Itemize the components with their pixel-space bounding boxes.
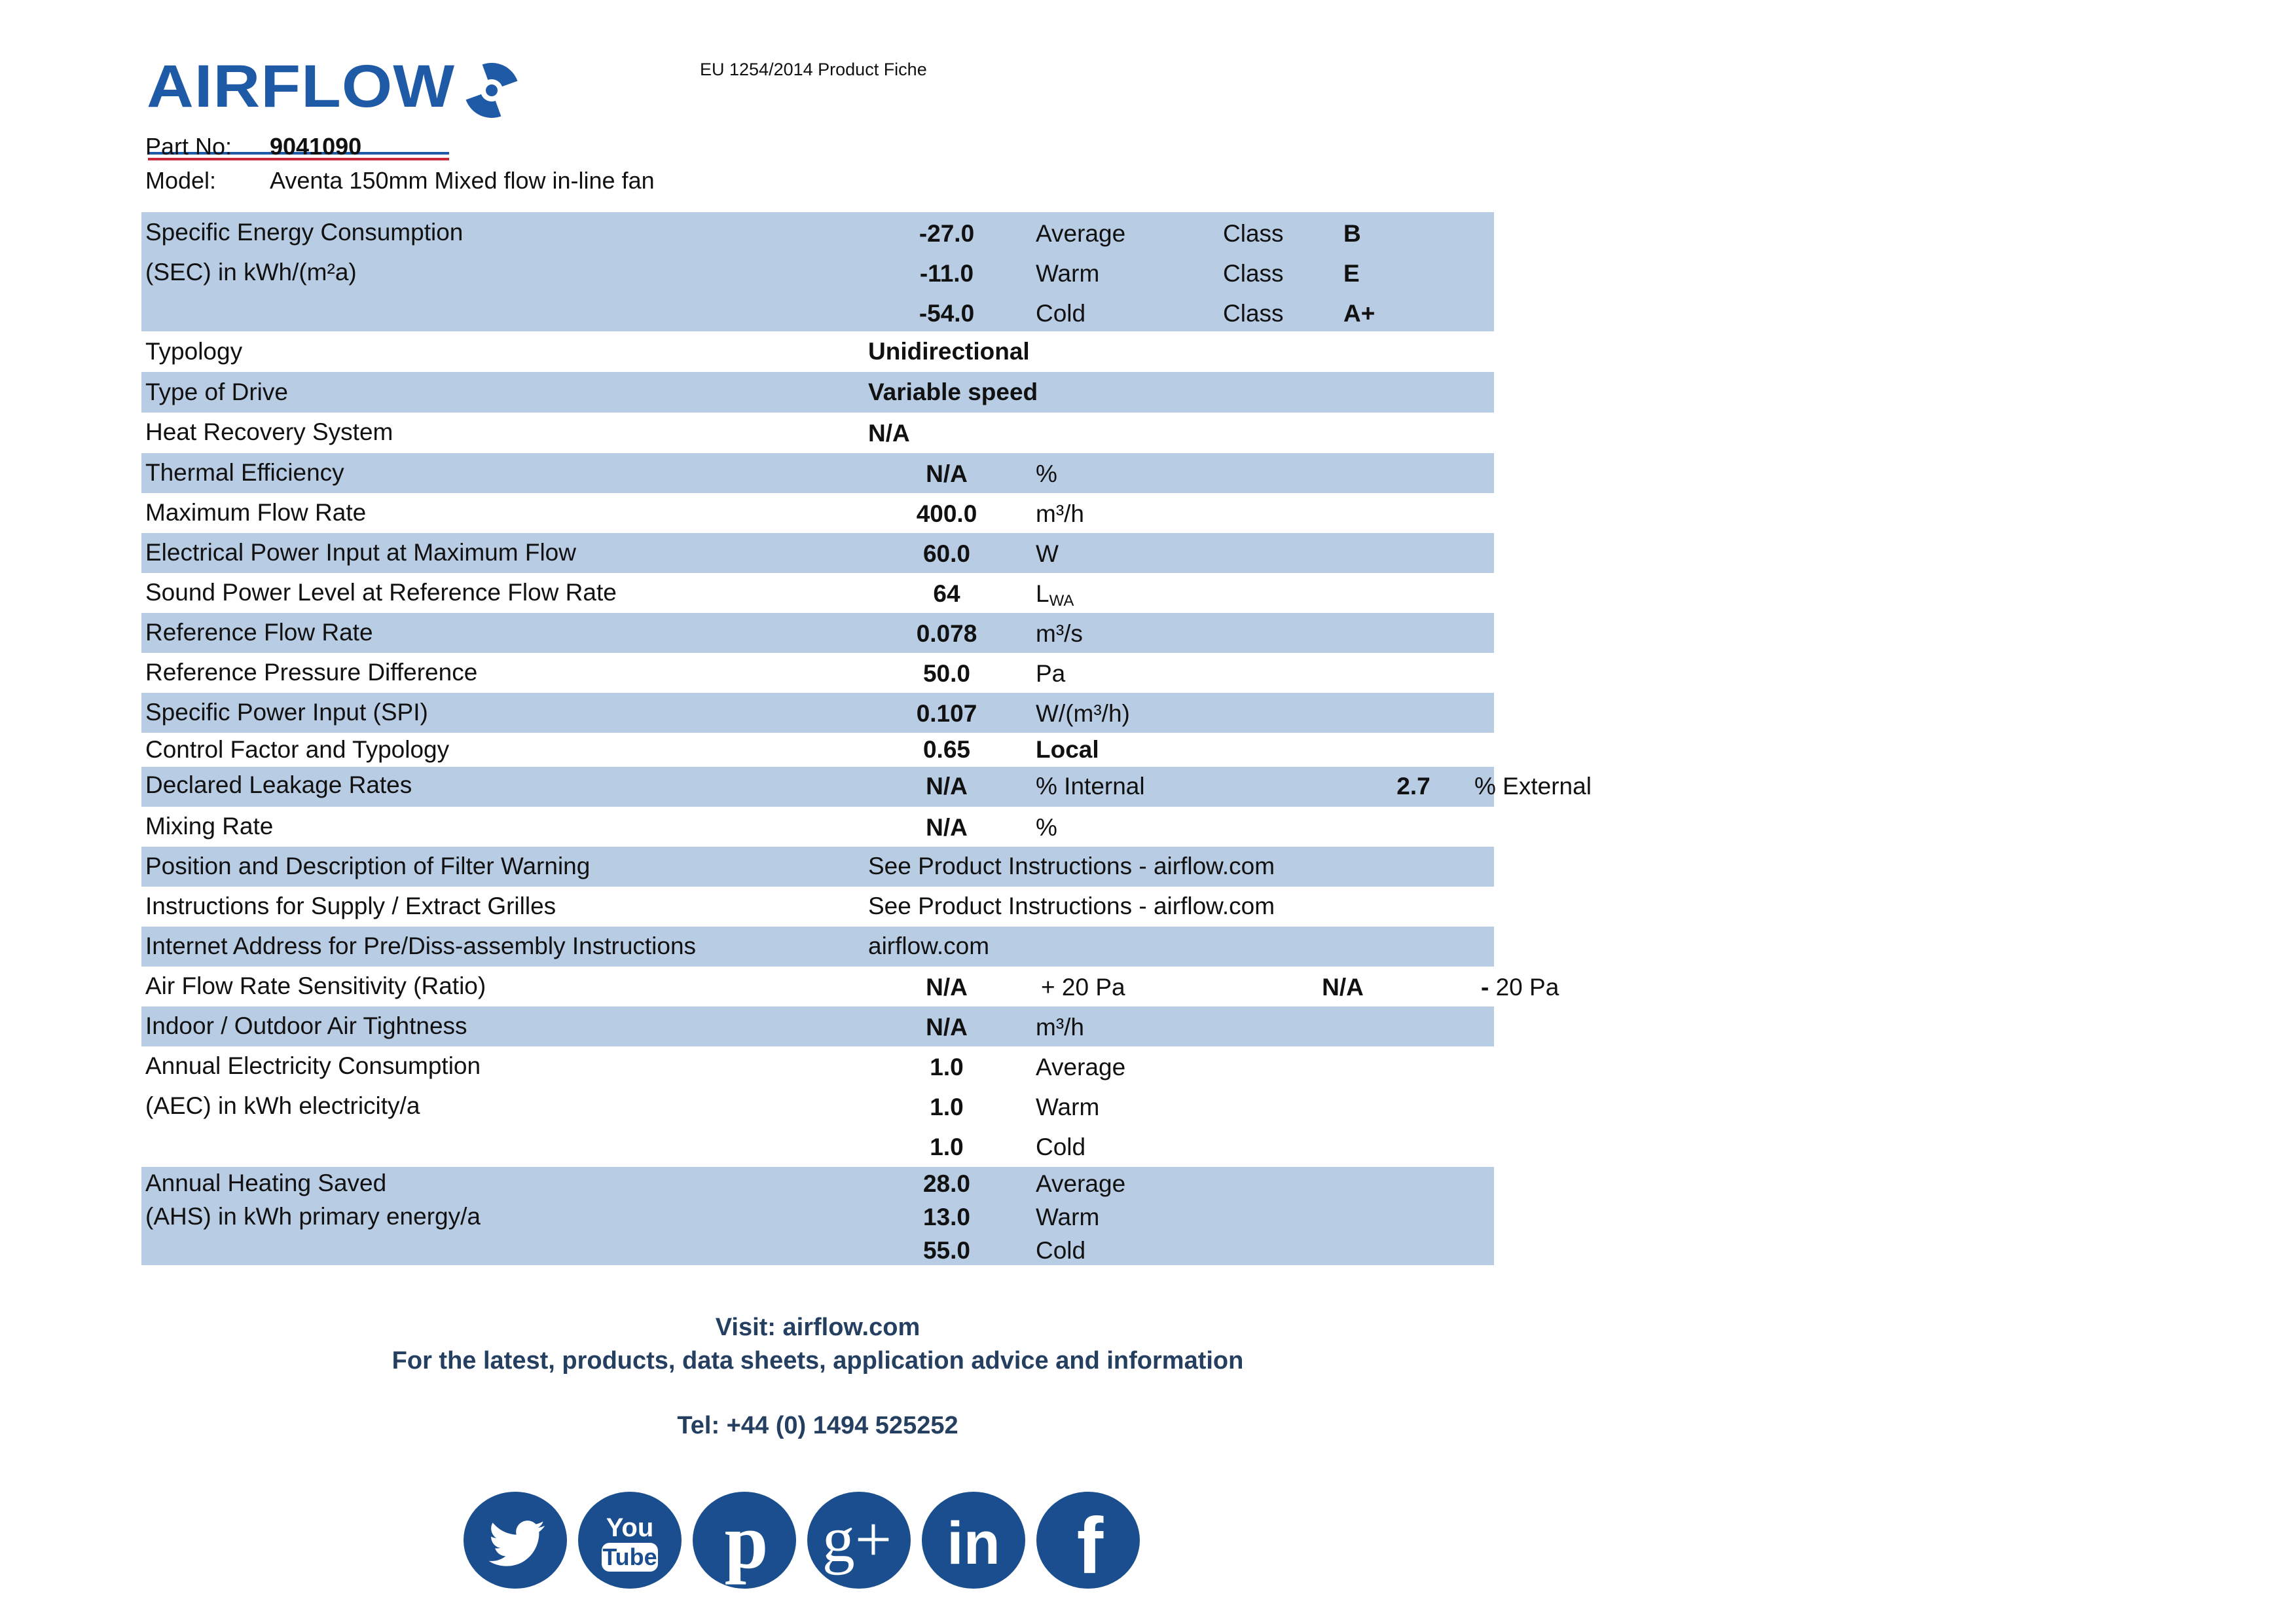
- control-label: Control Factor and Typology: [145, 736, 450, 763]
- heat-recovery-value: N/A: [868, 420, 910, 447]
- sound-value: 64: [933, 580, 960, 607]
- aec-value: 1.0: [930, 1054, 964, 1080]
- thermal-label: Thermal Efficiency: [145, 459, 344, 486]
- aec-value: 1.0: [930, 1134, 964, 1160]
- leakage-external-label: % External: [1474, 773, 1592, 800]
- ahs-climate: Cold: [1036, 1237, 1086, 1264]
- facebook-icon[interactable]: [1035, 1490, 1141, 1590]
- tightness-label: Indoor / Outdoor Air Tightness: [145, 1012, 467, 1039]
- ref-pressure-unit: Pa: [1036, 660, 1066, 687]
- typology-row: [141, 331, 1494, 372]
- tightness-value: N/A: [926, 1014, 968, 1041]
- ahs-climate: Average: [1036, 1170, 1126, 1197]
- filter-value: See Product Instructions - airflow.com: [868, 853, 1275, 879]
- linkedin-glyph: in: [947, 1510, 1000, 1577]
- typology-label: Typology: [145, 338, 243, 365]
- linkedin-icon[interactable]: [920, 1490, 1027, 1590]
- max-flow-value: 400.0: [916, 500, 977, 527]
- power-max-unit: W: [1036, 540, 1059, 567]
- sound-label: Sound Power Level at Reference Flow Rate: [145, 579, 617, 606]
- fiche-title: EU 1254/2014 Product Fiche: [700, 60, 927, 79]
- sound-unit-sub: WA: [1049, 592, 1074, 610]
- typology-value: Unidirectional: [868, 338, 1030, 365]
- leakage-external-value: 2.7: [1396, 773, 1430, 800]
- part-no-value: 9041090: [270, 133, 362, 160]
- sound-unit-main: L: [1036, 580, 1049, 607]
- ahs-value: 28.0: [922, 1170, 970, 1197]
- internet-row: [141, 927, 1494, 967]
- sec-class-label: Class: [1223, 300, 1284, 327]
- internet-value: airflow.com: [868, 932, 990, 959]
- sec-row: [141, 212, 1494, 331]
- ref-flow-label: Reference Flow Rate: [145, 619, 373, 646]
- pinterest-icon[interactable]: [691, 1490, 797, 1590]
- ahs-climate: Warm: [1036, 1204, 1100, 1230]
- youtube-icon-top: You: [606, 1513, 654, 1542]
- sec-class-label: Class: [1223, 260, 1284, 287]
- sensitivity-row: [141, 967, 1559, 1006]
- thermal-unit: %: [1036, 460, 1057, 487]
- aec-label-1: Annual Electricity Consumption: [145, 1052, 481, 1079]
- youtube-icon[interactable]: [577, 1490, 683, 1590]
- ref-pressure-value: 50.0: [922, 660, 970, 687]
- ref-flow-row: [141, 613, 1494, 653]
- youtube-icon-bottom: Tube: [602, 1543, 657, 1570]
- aec-climate: Average: [1036, 1054, 1126, 1080]
- aec-label-2: (AEC) in kWh electricity/a: [145, 1092, 420, 1119]
- ref-pressure-label: Reference Pressure Difference: [145, 659, 478, 686]
- mixing-label: Mixing Rate: [145, 813, 274, 840]
- thermal-row: [141, 453, 1494, 493]
- sensitivity-minus-sign: -: [1481, 974, 1489, 1001]
- leakage-internal-value: N/A: [926, 773, 968, 800]
- leakage-row: [141, 767, 1592, 807]
- sound-unit: [1036, 579, 1074, 616]
- airflow-logo: [147, 54, 533, 119]
- ahs-label-2: (AHS) in kWh primary energy/a: [145, 1203, 481, 1230]
- filter-label: Position and Description of Filter Warning: [145, 853, 591, 879]
- sound-row: [141, 573, 1494, 613]
- sec-value: -27.0: [919, 220, 975, 247]
- sec-class: A+: [1343, 300, 1376, 327]
- sensitivity-value-plus: N/A: [926, 974, 968, 1001]
- part-no-label: Part No:: [145, 133, 232, 160]
- heat-recovery-row: [141, 413, 1494, 453]
- control-typology: Local: [1036, 736, 1099, 763]
- sensitivity-label-minus: [1481, 972, 1559, 1003]
- spi-row: [141, 693, 1494, 733]
- control-row: [141, 733, 1494, 767]
- google-plus-icon[interactable]: [806, 1490, 912, 1590]
- sec-class-label: Class: [1223, 220, 1284, 247]
- heat-recovery-label: Heat Recovery System: [145, 418, 393, 445]
- sec-climate: Average: [1036, 220, 1126, 247]
- sensitivity-minus-text: 20 Pa: [1489, 974, 1559, 1001]
- model-value: Aventa 150mm Mixed flow in-line fan: [270, 167, 655, 194]
- sensitivity-label-plus: + 20 Pa: [1041, 974, 1125, 1001]
- power-max-label: Electrical Power Input at Maximum Flow: [145, 539, 576, 566]
- grilles-value: See Product Instructions - airflow.com: [868, 893, 1275, 919]
- spi-value: 0.107: [916, 700, 977, 727]
- footer-visit[interactable]: Visit: airflow.com: [715, 1314, 920, 1341]
- leakage-label: Declared Leakage Rates: [145, 771, 412, 798]
- facebook-glyph: f: [1076, 1501, 1104, 1590]
- aec-climate: Cold: [1036, 1134, 1086, 1160]
- model-label: Model:: [145, 167, 217, 194]
- sensitivity-value-minus: N/A: [1322, 974, 1364, 1001]
- grilles-label: Instructions for Supply / Extract Grilles: [145, 893, 556, 919]
- ahs-value: 55.0: [922, 1237, 970, 1264]
- footer-tagline: For the latest, products, data sheets, application advice and information: [392, 1347, 1244, 1375]
- spi-label: Specific Power Input (SPI): [145, 699, 428, 726]
- sec-value: -11.0: [919, 260, 974, 287]
- drive-label: Type of Drive: [145, 378, 288, 405]
- mixing-row: [141, 807, 1494, 847]
- max-flow-row: [141, 493, 1494, 533]
- internet-label: Internet Address for Pre/Diss-assembly Instructions: [145, 932, 697, 959]
- leakage-internal-label: % Internal: [1036, 773, 1145, 800]
- spi-unit: W/(m³/h): [1036, 700, 1130, 727]
- sec-class: B: [1343, 220, 1361, 247]
- control-value: 0.65: [922, 736, 970, 763]
- ref-flow-unit: m³/s: [1036, 620, 1083, 647]
- sec-climate: Cold: [1036, 300, 1086, 327]
- tightness-unit: m³/h: [1036, 1014, 1084, 1041]
- grilles-row: [141, 887, 1494, 927]
- ref-flow-value: 0.078: [916, 620, 977, 647]
- ahs-label-1: Annual Heating Saved: [145, 1170, 387, 1196]
- drive-row: [141, 372, 1494, 413]
- max-flow-unit: m³/h: [1036, 500, 1084, 527]
- max-flow-label: Maximum Flow Rate: [145, 499, 367, 526]
- sensitivity-label: Air Flow Rate Sensitivity (Ratio): [145, 972, 486, 999]
- thermal-value: N/A: [926, 460, 968, 487]
- filter-row: [141, 847, 1494, 887]
- twitter-icon[interactable]: [462, 1490, 568, 1590]
- sec-value: -54.0: [919, 300, 975, 327]
- logo-wordmark: AIRFLOW: [147, 53, 456, 120]
- ahs-row: [141, 1167, 1494, 1265]
- pinterest-glyph: p: [724, 1498, 769, 1585]
- mixing-unit: %: [1036, 814, 1057, 841]
- aec-row: [141, 1046, 1494, 1167]
- sec-label-2: (SEC) in kWh/(m²a): [145, 259, 357, 286]
- drive-value: Variable speed: [868, 378, 1038, 405]
- aec-value: 1.0: [930, 1094, 964, 1120]
- sec-climate: Warm: [1036, 260, 1100, 287]
- sec-class: E: [1343, 260, 1360, 287]
- power-max-row: [141, 533, 1494, 573]
- sec-label-1: Specific Energy Consumption: [145, 219, 464, 246]
- aec-climate: Warm: [1036, 1094, 1100, 1120]
- mixing-value: N/A: [926, 814, 968, 841]
- ahs-value: 13.0: [922, 1204, 970, 1230]
- tightness-row: [141, 1006, 1494, 1046]
- footer-tel: Tel: +44 (0) 1494 525252: [677, 1412, 958, 1439]
- power-max-value: 60.0: [922, 540, 970, 567]
- google-plus-glyph: g+: [822, 1503, 892, 1576]
- logo-fan-icon: [456, 58, 528, 123]
- ref-pressure-row: [141, 653, 1494, 693]
